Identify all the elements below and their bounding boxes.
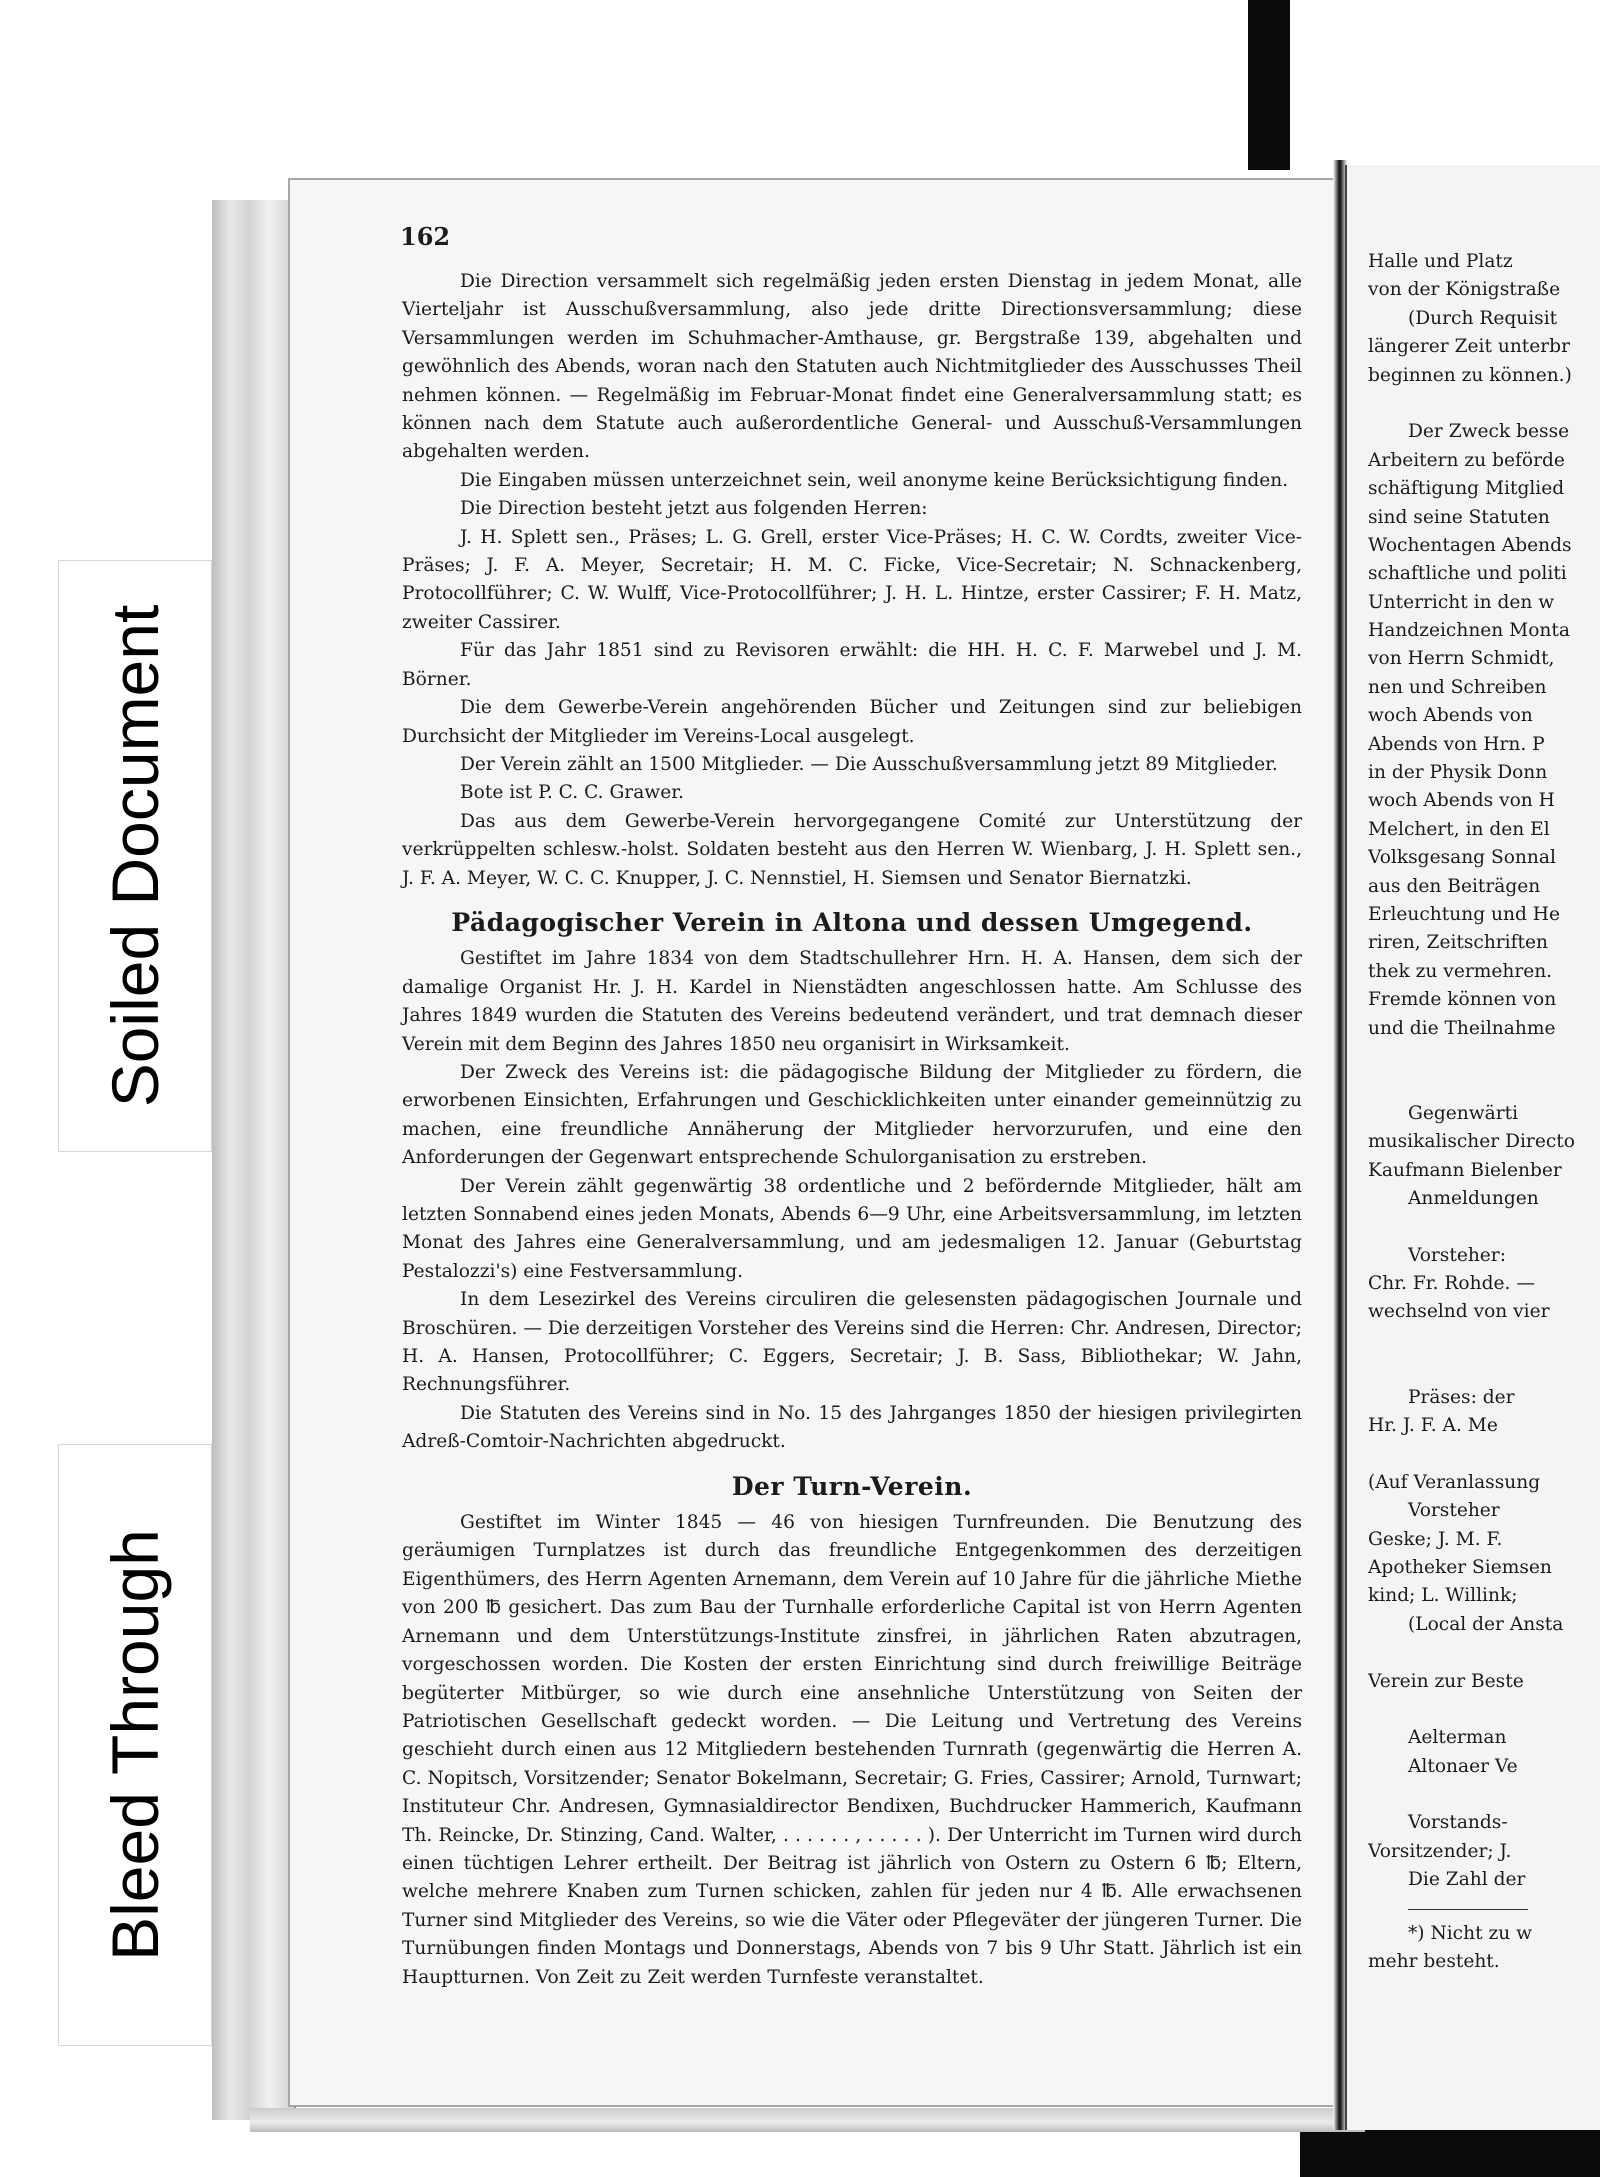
soiled-document-text: Soiled Document xyxy=(98,604,172,1108)
right-line: nen und Schreiben xyxy=(1368,676,1547,698)
right-line: (Durch Requisit xyxy=(1408,307,1558,329)
page-text xyxy=(402,268,1302,1992)
right-line: Präses: der xyxy=(1408,1386,1515,1408)
right-line: Halle und Platz xyxy=(1368,251,1513,272)
paragraph: Gestiftet im Jahre 1834 von dem Stadtschullehrer Hrn. H. A. Hansen, dem sich der damalige Organist Hr. J. H. Kardel in Nienstädten angeschlossen hatte. Am Schlusse des Jahres 1849 wurden die Statuten des Vereins bedeutend verändert, und trat demnach dieser Verein mit dem Beginn des Jahres 1850 neu organisirt in Wirksamkeit. xyxy=(402,948,1302,1055)
right-line: Unterricht in den w xyxy=(1368,591,1555,613)
right-line: Vorsteher: xyxy=(1408,1244,1506,1266)
right-line: Verein zur Beste xyxy=(1368,1670,1524,1692)
bleed-through-label xyxy=(58,1444,212,2046)
right-line: Die Zahl der xyxy=(1408,1869,1526,1891)
right-line: Arbeitern zu beförde xyxy=(1368,449,1565,471)
paragraph: Die dem Gewerbe-Verein angehörenden Bücher und Zeitungen sind zur beliebigen Durchsicht der Mitglieder im Vereins-Local ausgelegt. xyxy=(402,697,1302,747)
right-line: Altonaer Ve xyxy=(1408,1755,1518,1777)
paragraph: J. H. Splett sen., Präses; L. G. Grell, erster Vice-Präses; H. C. W. Cordts, zweiter Vice-Präses; J. F. A. Meyer, Secretair; H. M. C. Ficke, Vice-Secretair; N. Schnackenberg, Protocollführer; C. W. Wulff, Vice-Protocollführer; J. H. L. Hintze, erster Cassirer; F. H. Matz, zweiter Cassirer. xyxy=(402,526,1302,633)
right-line: Hr. J. F. A. Me xyxy=(1368,1415,1498,1437)
right-line: schäftigung Mitglied xyxy=(1368,478,1565,500)
book-page-edges xyxy=(212,200,296,2120)
right-page-text xyxy=(1368,248,1600,1976)
right-line: und die Theilnahme xyxy=(1368,1017,1556,1039)
paragraph: Die Direction versammelt sich regelmäßig jeden ersten Dienstag in jedem Monat, alle Vierteljahr ist Ausschußversammlung, also jede dritte Directionsversammlung; diese Versammlungen werden im Schuhmacher-Amthause, gr. Bergstraße 139, abgehalten und gewöhnlich des Abends, woran nach den Statuten auch Nichtmitglieder des Ausschusses Theil nehmen können. — Regelmäßig im Februar-Monat findet eine Generalversammlung statt; es können nach dem Statute auch außerordentliche General- und Ausschuß-Versammlungen abgehalten werden. xyxy=(402,271,1302,463)
right-line: Melchert, in den El xyxy=(1368,818,1550,840)
right-line: Vorsitzender; J. xyxy=(1368,1840,1512,1862)
right-line xyxy=(1368,1355,1600,1383)
right-line: Erleuchtung und He xyxy=(1368,903,1560,925)
paragraph: Gestiftet im Winter 1845 — 46 von hiesigen Turnfreunden. Die Benutzung des geräumigen Turnplatzes ist durch das freundliche Entgegenkommen des derzeitigen Eigenthümers, des Herrn Agenten Arnemann, dem Verein auf 10 Jahre für die jährliche Miethe von 200 ℔ gesichert. Das zum Bau der Turnhalle erforderliche Capital ist von Herrn Agenten Arnemann und dem Unterstützungs-Institute zinsfrei, in jährlichen Raten abzutragen, vorgeschossen worden. Die Kosten der ersten Einrichtung sind durch freiwillige Beiträge begüterter Mitbürger, so wie durch eine ansehnliche Unterstützung von Seiten der Patriotischen Gesellschaft gedeckt worden. — Die Leitung und Vertretung des Vereins geschieht durch einen aus 12 Mitgliedern bestehenden Turnrath (gegenwärtig die Herren A. C. Nopitsch, Vorsitzender; Senator Bokelmann, Secretair; G. Fries, Cassirer; Arnold, Turnwart; Instituteur Chr. Andresen, Gymnasialdirector Bendixen, Buchdrucker Hammerich, Kaufmann Th. Reincke, Dr. Stinzing, Cand. Walter, . . . . . . , . . . . . ). Der Unterricht im Turnen wird durch einen tüchtigen Lehrer ertheilt. Der Beitrag ist jährlich von Ostern zu Ostern 6 ℔; Eltern, welche mehrere Knaben zum Turnen schicken, zahlen für jeden nur 4 ℔. Alle erwachsenen Turner sind Mitglieder des Vereins, so wie die Väter oder Pflegeväter der jüngeren Turner. Die Turnübungen finden Montags und Donnerstags, Abends von 7 bis 9 Uhr Statt. Jährlich ist ein Hauptturnen. Von Zeit zu Zeit werden Turnfeste veranstaltet. xyxy=(402,1512,1302,1988)
paragraph: Der Verein zählt gegenwärtig 38 ordentliche und 2 befördernde Mitglieder, hält am letzten Sonnabend eines jeden Monats, Abends 6—9 Uhr, eine Arbeitsversammlung, im letzten Monat des Jahres eine Generalversammlung, und am jedesmaligen 12. Januar (Geburtstag Pestalozzi's) eine Festversammlung. xyxy=(402,1175,1302,1282)
paragraph: Die Eingaben müssen unterzeichnet sein, weil anonyme keine Berücksichtigung finden. xyxy=(460,469,1289,491)
paragraph: Die Statuten des Vereins sind in No. 15 des Jahrganges 1850 der hiesigen privilegirten Adreß-Comtoir-Nachrichten abgedruckt. xyxy=(402,1402,1302,1453)
right-line: Geske; J. M. F. xyxy=(1368,1528,1503,1550)
right-line: Apotheker Siemsen xyxy=(1368,1556,1552,1578)
right-line xyxy=(1368,1440,1600,1468)
paragraph: Bote ist P. C. C. Grawer. xyxy=(460,782,684,804)
right-line: beginnen zu können.) xyxy=(1368,364,1572,386)
right-line: thek zu vermehren. xyxy=(1368,960,1553,982)
right-line xyxy=(1368,1327,1600,1355)
paragraph: In dem Lesezirkel des Vereins circuliren die gelesensten pädagogischen Journale und Broschüren. — Die derzeitigen Vorsteher des Vereins sind die Herren: Chr. Andresen, Director; H. A. Hansen, Protocollführer; C. Eggers, Secretair; J. B. Sass, Bibliothekar; W. Jahn, Rechnungsführer. xyxy=(402,1289,1302,1396)
section-heading-paedagogischer-verein: Pädagogischer Verein in Altona und dessen Umgegend. xyxy=(451,907,1253,937)
right-line: Aelterman xyxy=(1408,1727,1507,1749)
right-line: woch Abends von H xyxy=(1368,790,1555,812)
right-line xyxy=(1368,1043,1600,1071)
right-line: Vorstands- xyxy=(1408,1812,1508,1834)
right-line: woch Abends von xyxy=(1368,705,1533,727)
right-line xyxy=(1368,1071,1600,1099)
right-line: Anmeldungen xyxy=(1408,1187,1539,1209)
footnote-line: mehr besteht. xyxy=(1368,1951,1500,1973)
right-line: Vorsteher xyxy=(1408,1500,1500,1522)
right-line: Handzeichnen Monta xyxy=(1368,620,1570,642)
right-line xyxy=(1368,1696,1600,1724)
right-line: von der Königstraße xyxy=(1368,279,1561,301)
footnote-rule xyxy=(1408,1909,1528,1910)
right-line: sind seine Statuten xyxy=(1368,506,1550,528)
right-line xyxy=(1368,1781,1600,1809)
bleed-through-text: Bleed Through xyxy=(98,1529,172,1961)
page-number: 162 xyxy=(400,222,451,251)
footnote-line: *) Nicht zu w xyxy=(1408,1922,1533,1944)
soiled-document-label xyxy=(58,560,212,1152)
right-line: Der Zweck besse xyxy=(1408,421,1570,443)
right-line: längerer Zeit unterbr xyxy=(1368,336,1570,358)
right-line: Gegenwärti xyxy=(1408,1102,1519,1124)
book-bottom-edge xyxy=(250,2108,1365,2132)
right-line: Volksgesang Sonnal xyxy=(1368,847,1556,869)
right-line xyxy=(1368,390,1600,418)
section-heading-turn-verein: Der Turn-Verein. xyxy=(731,1471,973,1501)
paragraph: Für das Jahr 1851 sind zu Revisoren erwählt: die HH. H. C. F. Marwebel und J. M. Börner. xyxy=(402,640,1302,690)
right-line: Fremde können von xyxy=(1368,989,1557,1011)
right-line xyxy=(1368,1213,1600,1241)
right-line: Kaufmann Bielenber xyxy=(1368,1159,1562,1181)
right-line: schaftliche und politi xyxy=(1368,563,1567,585)
right-line: kind; L. Willink; xyxy=(1368,1585,1518,1607)
right-line: (Local der Ansta xyxy=(1408,1613,1564,1635)
right-line: Abends von Hrn. P xyxy=(1368,733,1545,755)
paragraph: Der Verein zählt an 1500 Mitglieder. — Die Ausschußversammlung jetzt 89 Mitglieder. xyxy=(460,753,1278,775)
right-line: aus den Beiträgen xyxy=(1368,875,1541,897)
right-line: von Herrn Schmidt, xyxy=(1368,648,1555,670)
scan-top-bar xyxy=(1248,0,1290,170)
right-line: wechselnd von vier xyxy=(1368,1301,1550,1323)
right-line: Wochentagen Abends xyxy=(1368,534,1572,556)
right-line: riren, Zeitschriften xyxy=(1368,932,1548,954)
paragraph: Das aus dem Gewerbe-Verein hervorgegangene Comité zur Unterstützung der verkrüppelten schlesw.-holst. Soldaten besteht aus den Herren W. Wienbarg, J. H. Splett sen., J. F. A. Meyer, W. C. C. Knupper, J. C. Nennstiel, H. Siemsen und Senator Biernatzki. xyxy=(402,810,1302,889)
right-line: (Auf Veranlassung xyxy=(1368,1471,1541,1493)
paragraph: Die Direction besteht jetzt aus folgenden Herren: xyxy=(460,498,928,520)
right-line xyxy=(1368,1639,1600,1667)
right-line: in der Physik Donn xyxy=(1368,762,1548,784)
right-line: Chr. Fr. Rohde. — xyxy=(1368,1273,1535,1295)
right-line: musikalischer Directo xyxy=(1368,1131,1575,1153)
paragraph: Der Zweck des Vereins ist: die pädagogische Bildung der Mitglieder zu fördern, die erworbenen Einsichten, Erfahrungen und Geschicklichkeiten unter einander gemeinnützig zu machen, eine freundliche Annäherung der Mitglieder hervorzurufen, und eine den Anforderungen der Gegenwart entsprechende Schulorganisation zu erstreben. xyxy=(402,1061,1302,1169)
